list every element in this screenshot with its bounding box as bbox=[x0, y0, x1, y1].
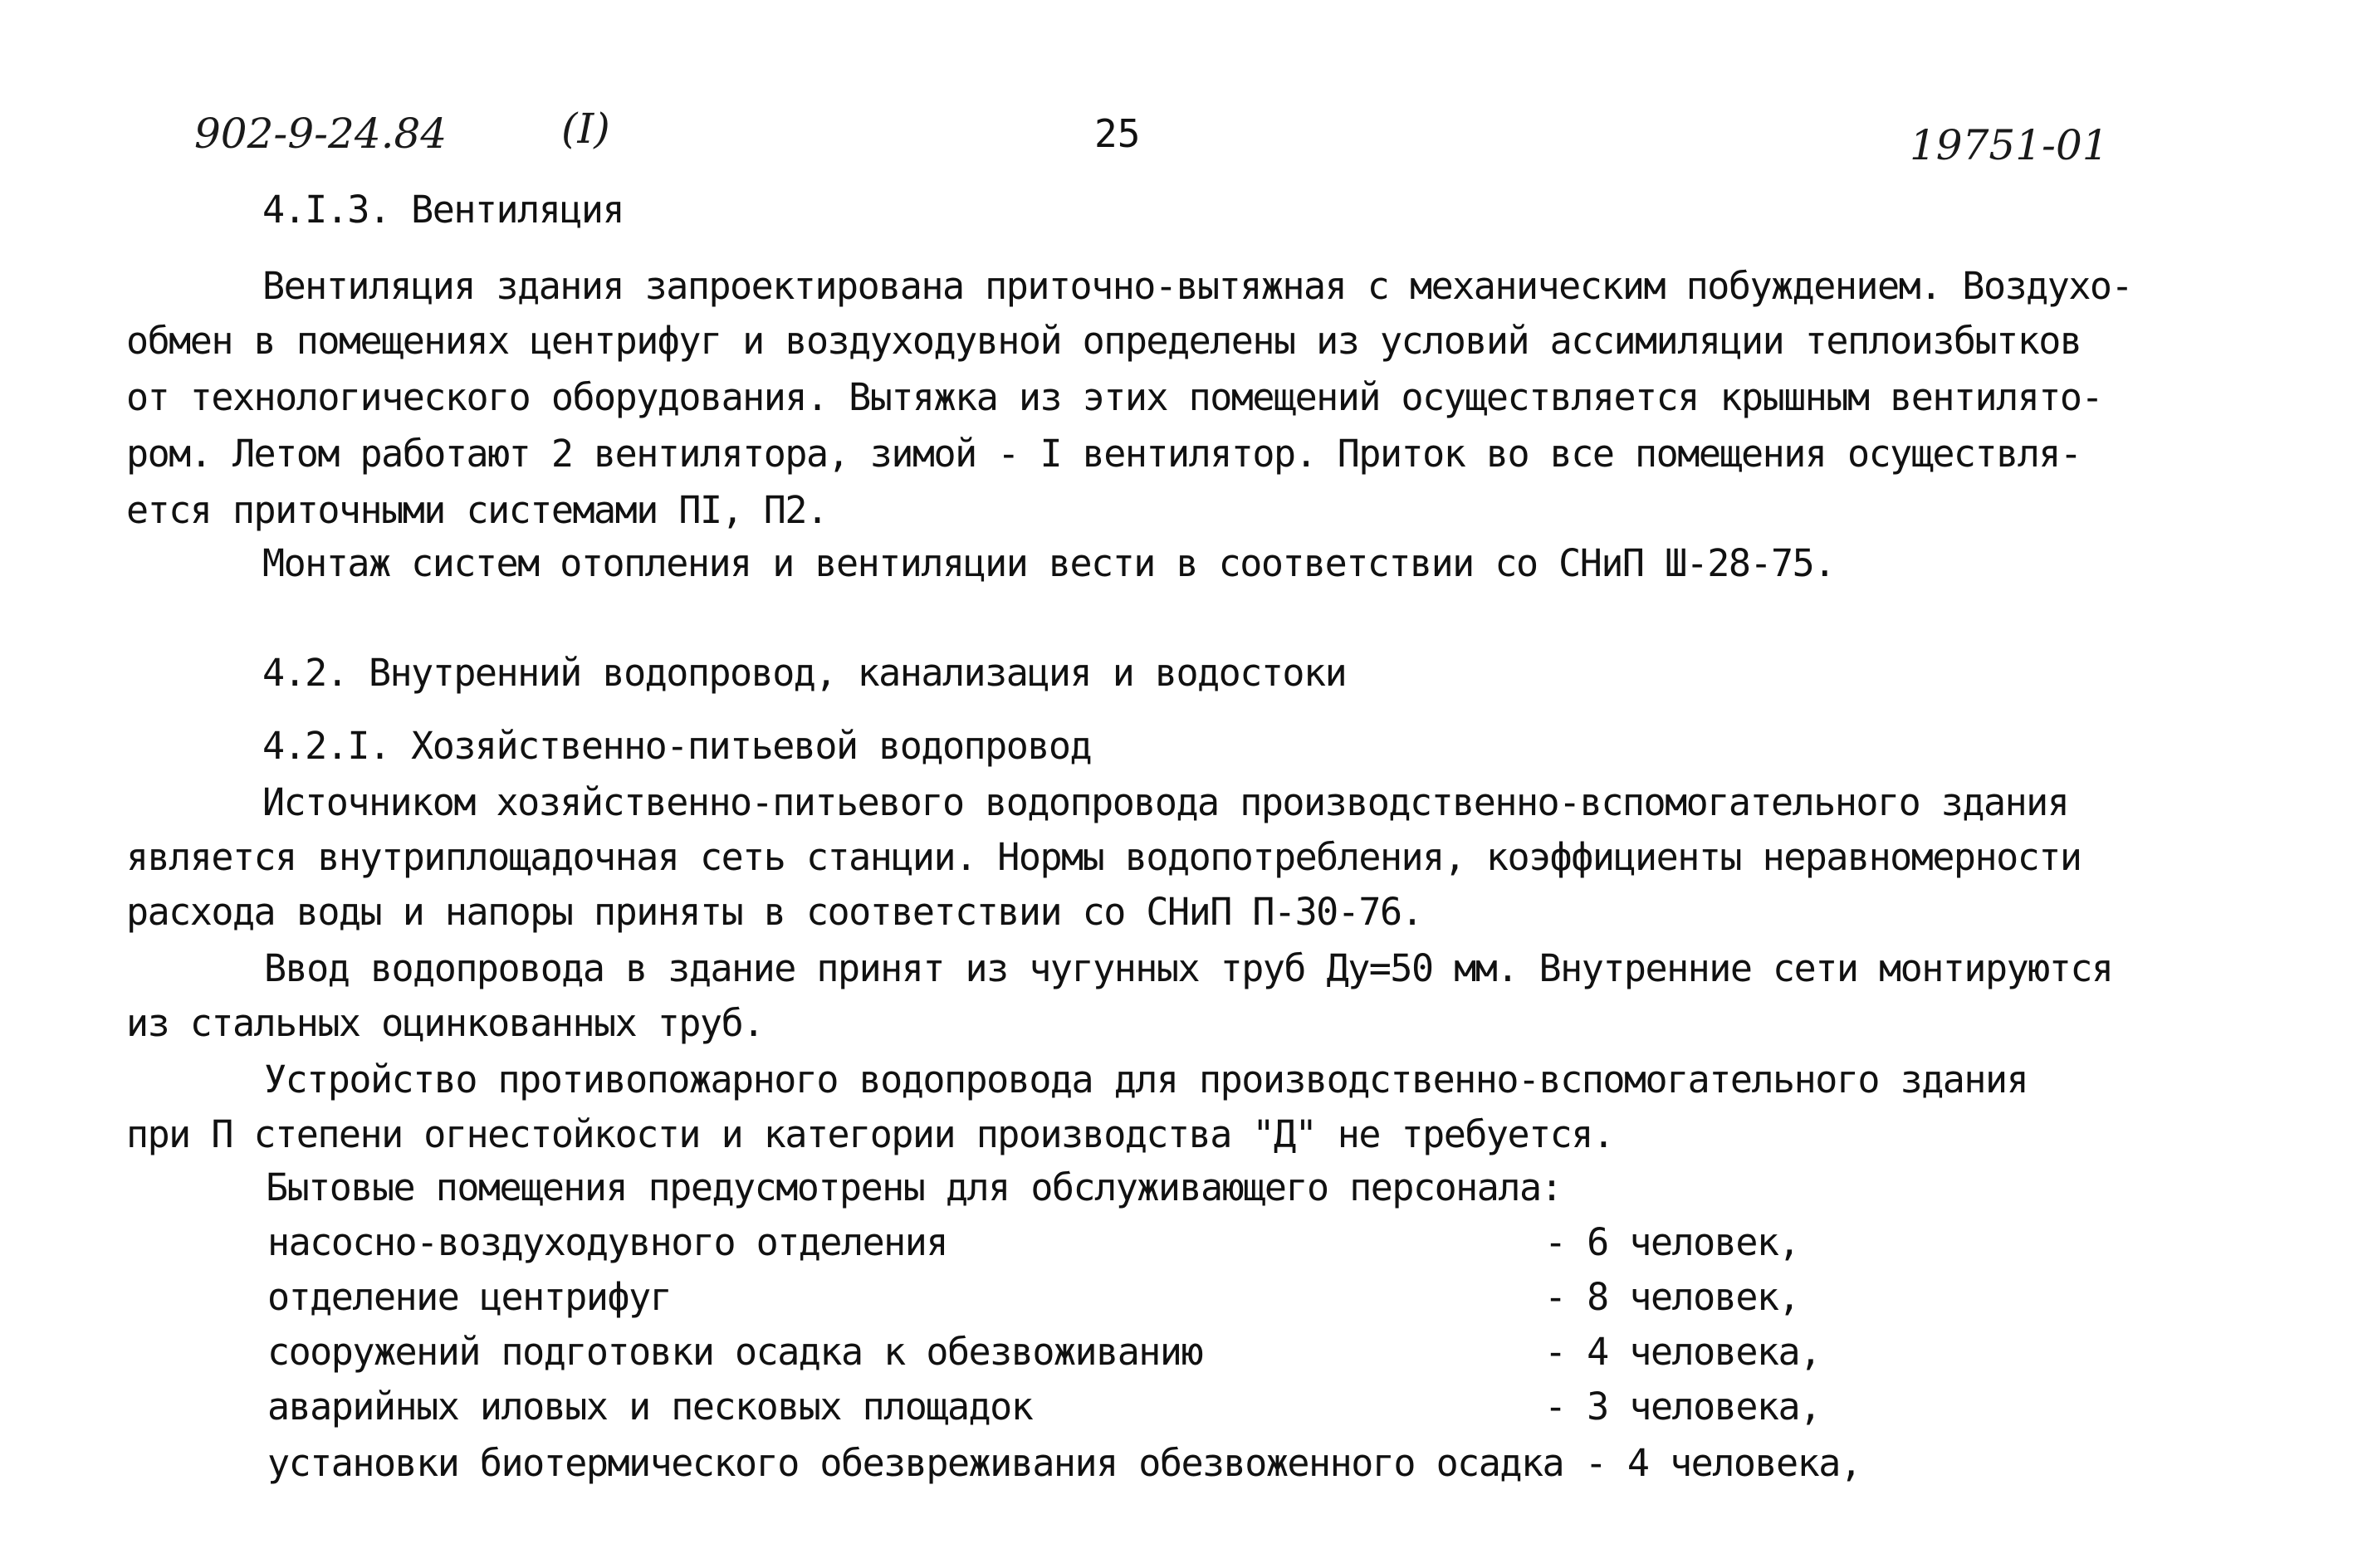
paragraph-line: из стальных оцинкованных труб. bbox=[126, 1001, 764, 1045]
staff-count: - 4 человека, bbox=[1544, 1330, 1821, 1374]
paragraph-line: при П степени огнестойкости и категории производства "Д" не требуется. bbox=[126, 1112, 1614, 1156]
paragraph-line: является внутриплощадочная сеть станции. Нормы водопотребления, коэффициенты неравномерности bbox=[126, 835, 2082, 879]
paragraph-line: от технологического оборудования. Вытяжка из этих помещений осуществляется крышным вентилято- bbox=[126, 375, 2103, 419]
staff-unit: сооружений подготовки осадка к обезвоживанию bbox=[267, 1330, 1203, 1374]
staff-row-last: установки биотермического обезвреживания обезвоженного осадка - 4 человека, bbox=[267, 1441, 1861, 1485]
section-heading-ventilation: 4.I.3. Вентиляция bbox=[262, 188, 624, 232]
registration-number: 19751-01 bbox=[1910, 121, 2109, 169]
paragraph-line: Ввод водопровода в здание принят из чугунных труб Ду=50 мм. Внутренние сети монтируются bbox=[264, 946, 2113, 990]
paragraph-line: расхода воды и напоры приняты в соответствии со СНиП П-30-76. bbox=[126, 890, 1423, 934]
subsection-heading: 4.2.I. Хозяйственно-питьевой водопровод bbox=[262, 724, 1092, 768]
paragraph-line: ется приточными системами ПI, П2. bbox=[126, 488, 828, 532]
paragraph-line: Бытовые помещения предусмотрены для обслуживающего персонала: bbox=[266, 1165, 1563, 1209]
staff-count: - 6 человек, bbox=[1544, 1220, 1800, 1264]
volume-marker: (I) bbox=[561, 105, 610, 153]
staff-unit: насосно-воздуходувного отделения bbox=[267, 1220, 947, 1264]
paragraph-line: ром. Летом работают 2 вентилятора, зимой - I вентилятор. Приток во все помещения осуществля- bbox=[126, 432, 2082, 476]
page-number: 25 bbox=[1094, 111, 1141, 156]
staff-count: - 8 человек, bbox=[1544, 1275, 1800, 1319]
paragraph-line: обмен в помещениях центрифуг и воздуходувной определены из условий ассимиляции теплоизбытков bbox=[126, 319, 2082, 363]
staff-count: - 3 человека, bbox=[1544, 1385, 1821, 1429]
document-code: 902-9-24.84 bbox=[194, 110, 448, 158]
paragraph-line: Монтаж систем отопления и вентиляции вести в соответствии со СНиП Ш-28-75. bbox=[262, 541, 1835, 585]
staff-unit: отделение центрифуг bbox=[267, 1275, 672, 1319]
paragraph-line: Вентиляция здания запроектирована приточно-вытяжная с механическим побуждением. Воздухо- bbox=[262, 264, 2133, 308]
paragraph-line: Устройство противопожарного водопровода для производственно-вспомогательного здания bbox=[264, 1058, 2028, 1102]
section-heading-water: 4.2. Внутренний водопровод, канализация и водостоки bbox=[262, 651, 1347, 695]
paragraph-line: Источником хозяйственно-питьевого водопровода производственно-вспомогательного здания bbox=[262, 780, 2069, 824]
staff-unit: аварийных иловых и песковых площадок bbox=[267, 1385, 1033, 1429]
